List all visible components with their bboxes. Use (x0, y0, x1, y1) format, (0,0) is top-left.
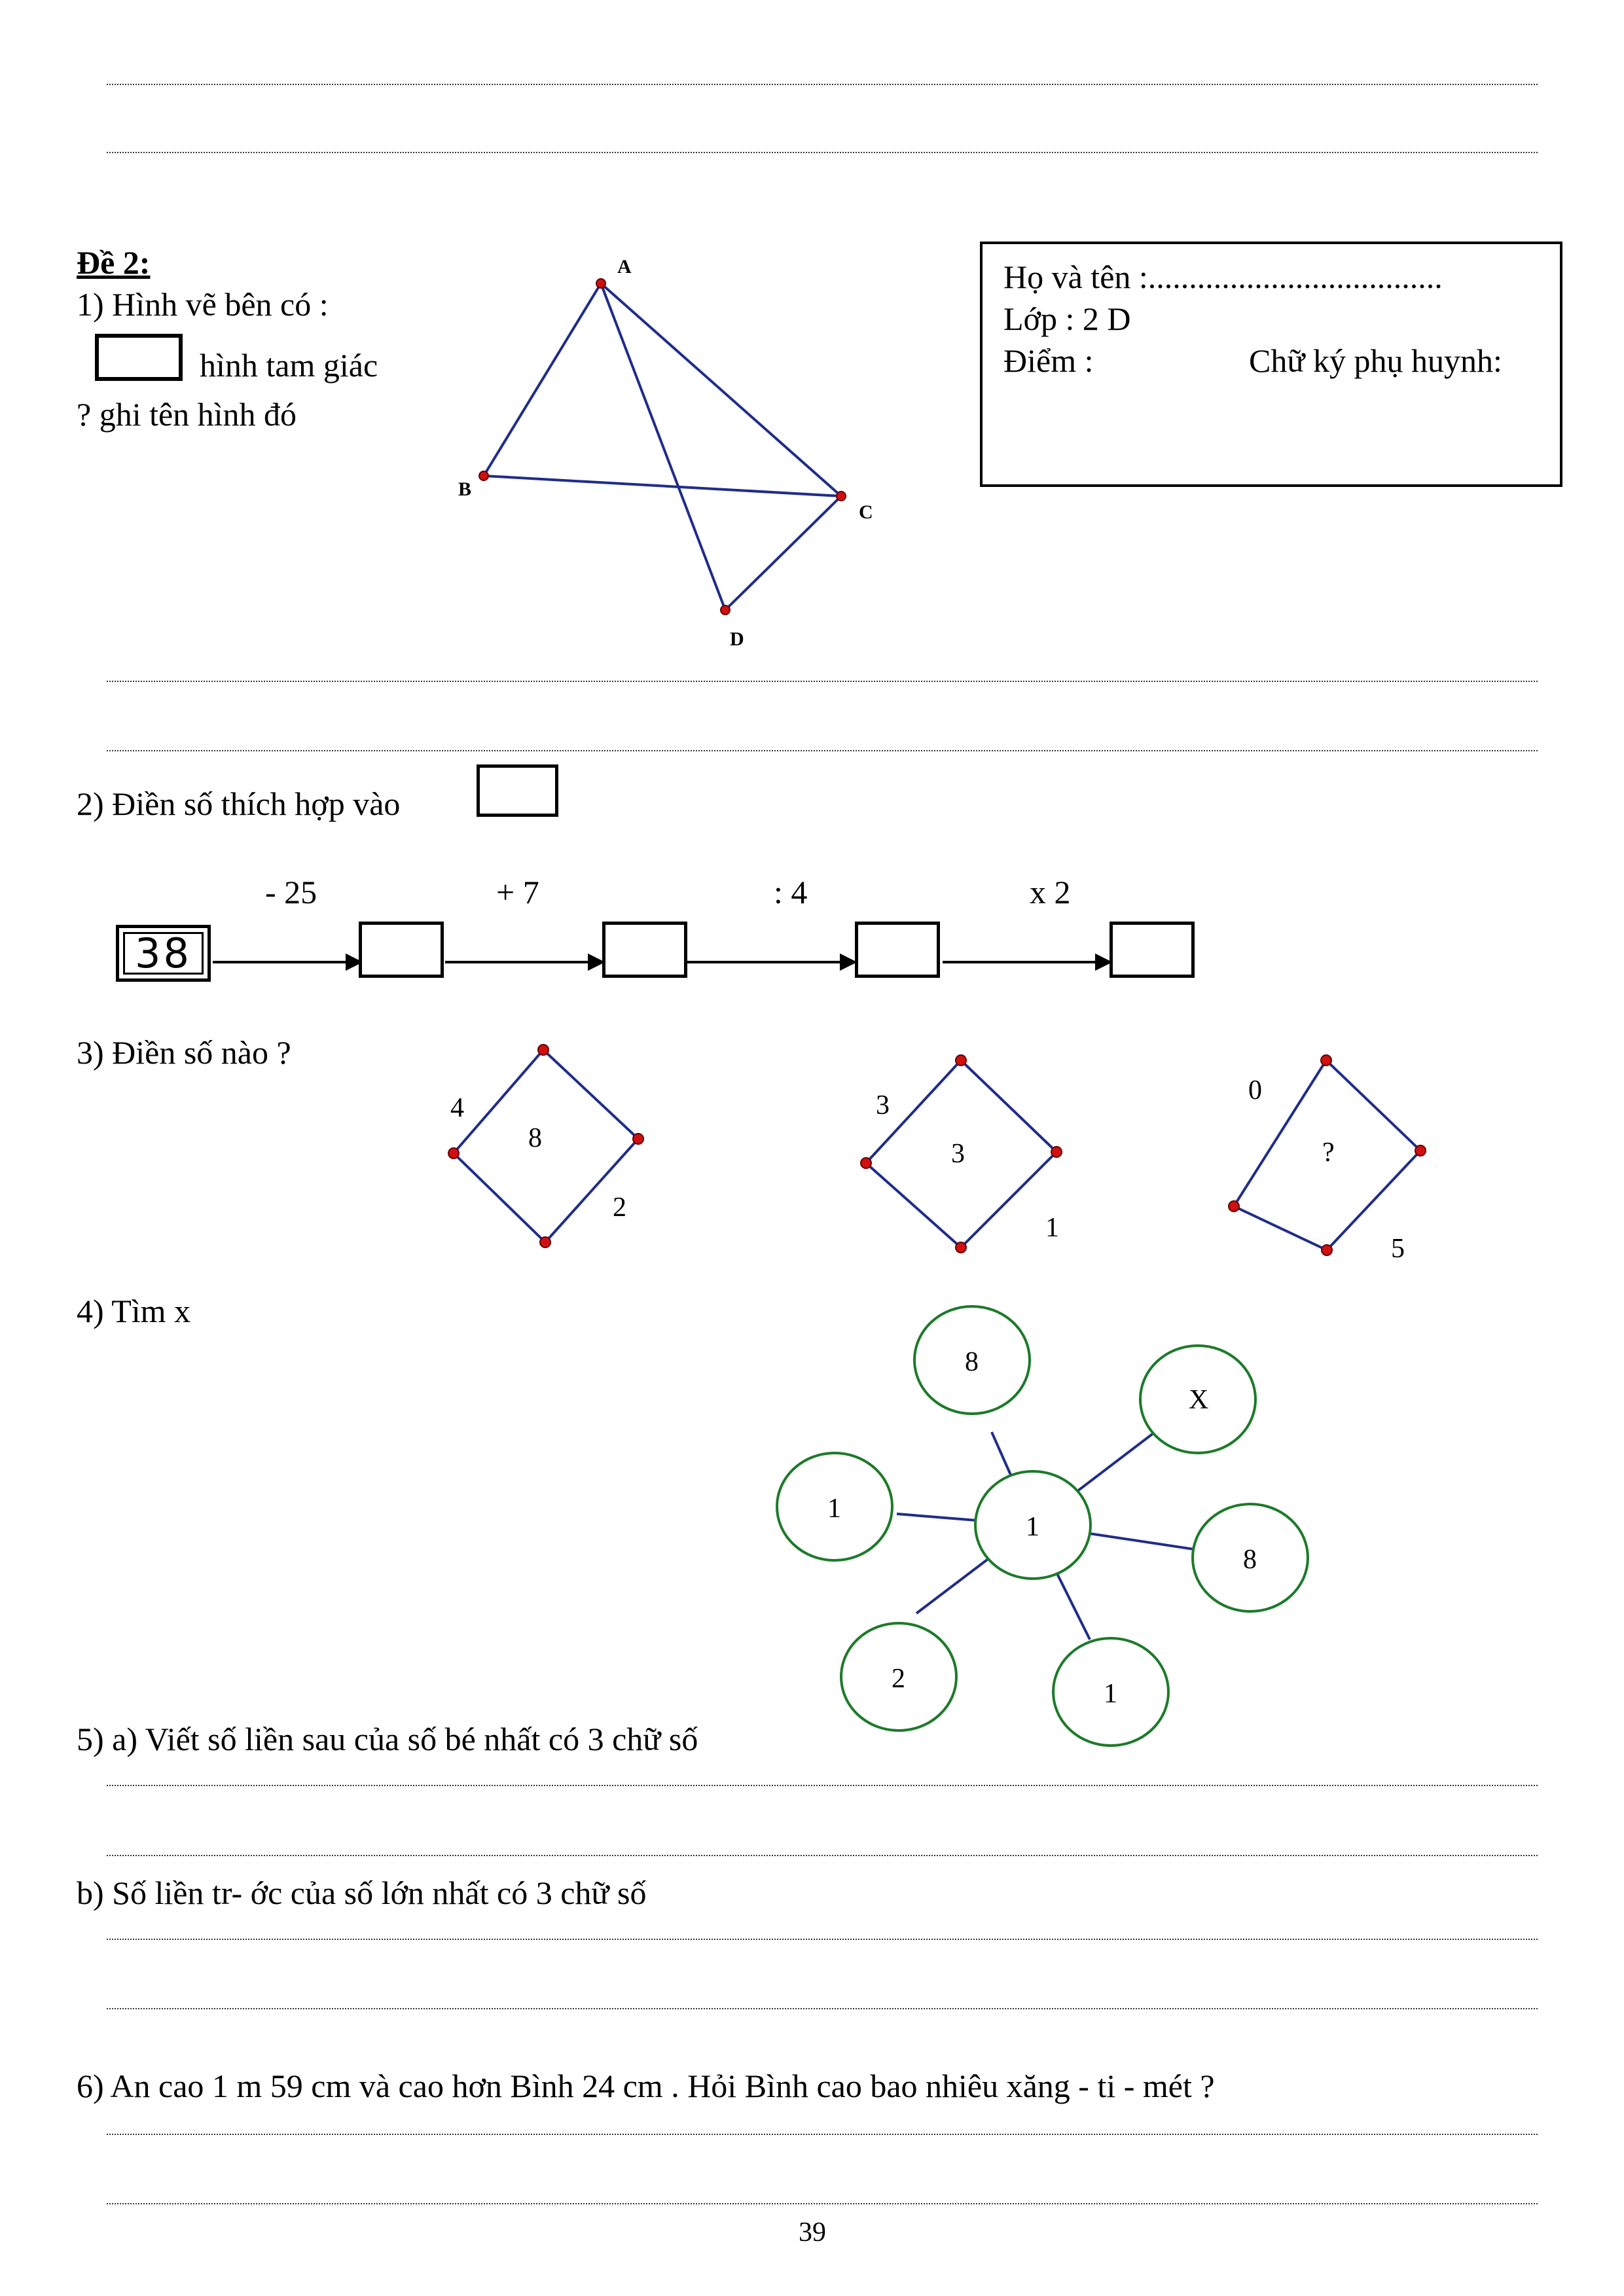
q1-line3: ? ghi tên hình đó (77, 396, 297, 433)
q4-prompt: 4) Tìm x (77, 1293, 191, 1329)
section-title: Đề 2: (77, 244, 151, 281)
answer-line (107, 750, 1538, 751)
q4-node-5: 2 (892, 1664, 905, 1694)
answer-line (107, 1939, 1538, 1940)
answer-line (107, 2134, 1538, 2135)
segment-ad (601, 283, 725, 610)
q3-prompt: 3) Điền số nào ? (77, 1034, 291, 1071)
q2-op-3: : 4 (774, 874, 808, 910)
point-c (837, 492, 846, 501)
q6-prompt: 6) An cao 1 m 59 cm và cao hơn Bình 24 cm . Hỏi Bình cao bao nhiêu xăng - ti - mét ? (77, 2068, 1215, 2104)
point-label-a: A (617, 256, 632, 278)
answer-line (107, 1785, 1538, 1786)
q1-figure (484, 283, 841, 610)
q2-start-box (116, 925, 211, 982)
q2-answer-box-1[interactable] (359, 922, 444, 978)
segment-ac (601, 283, 841, 496)
d3-top-left: 0 (1248, 1075, 1262, 1105)
d2-top-left: 3 (876, 1090, 890, 1121)
answer-line (107, 2008, 1538, 2009)
d1-bottom-right: 2 (613, 1193, 626, 1223)
point-d (721, 605, 730, 615)
q5b-prompt: b) Số liền tr- ớc của số lớn nhất có 3 chữ số (77, 1874, 647, 1911)
point-label-b: B (458, 478, 472, 500)
answer-line (107, 681, 1538, 682)
d1-top-left: 4 (450, 1093, 464, 1123)
q5a-prompt: 5) a) Viết số liền sau của số bé nhất có 3 chữ số (77, 1721, 698, 1757)
q4-node-4: 8 (1243, 1545, 1257, 1575)
segment-bc (484, 476, 841, 496)
q4-node-3: 1 (827, 1494, 841, 1524)
q3-diamond-1 (454, 1050, 638, 1242)
answer-line (107, 1855, 1538, 1856)
q4-node-6: 1 (1104, 1679, 1117, 1709)
q4-node-x[interactable]: X (1189, 1385, 1209, 1415)
d2-bottom-right: 1 (1045, 1213, 1059, 1243)
arrow-head (841, 956, 854, 969)
point-a (596, 279, 605, 288)
arrow-head (1096, 956, 1110, 969)
d3-bottom-right: 5 (1391, 1234, 1405, 1264)
q2-op-2: + 7 (496, 874, 539, 910)
point-label-c: C (859, 501, 873, 523)
segment-cd (725, 496, 841, 610)
q2-prompt: 2) Điền số thích hợp vào (77, 785, 401, 822)
q2-start-value: 38 (135, 929, 192, 977)
d3-center[interactable]: ? (1322, 1138, 1335, 1168)
arrow-head (589, 956, 602, 969)
point-label-d: D (730, 628, 744, 650)
q4-node-1: 8 (965, 1347, 979, 1377)
score-field[interactable]: Điểm : (1003, 342, 1094, 379)
name-field[interactable]: Họ và tên :.................................... (1003, 259, 1443, 295)
q2-op-4: x 2 (1030, 874, 1071, 910)
q4-circles (777, 1306, 1308, 1746)
q1-line1: 1) Hình vẽ bên có : (77, 286, 329, 323)
page-number: 39 (799, 2217, 826, 2248)
d1-center: 8 (528, 1123, 542, 1153)
arrow-head (347, 956, 360, 969)
q2-answer-box-3[interactable] (855, 922, 940, 978)
q1-line2: hình tam giác (200, 347, 378, 384)
q2-sample-box (477, 764, 558, 817)
signature-field[interactable]: Chữ ký phụ huynh: (1249, 342, 1502, 379)
point-b (479, 471, 488, 480)
class-label: Lớp : 2 D (1003, 300, 1131, 337)
segment-ab (484, 283, 601, 476)
q2-answer-box-2[interactable] (602, 922, 687, 978)
answer-line (107, 2203, 1538, 2204)
q2-op-1: - 25 (265, 874, 317, 910)
q4-center-value: 1 (1026, 1512, 1039, 1542)
q2-answer-box-4[interactable] (1110, 922, 1195, 978)
d2-center: 3 (951, 1139, 965, 1169)
